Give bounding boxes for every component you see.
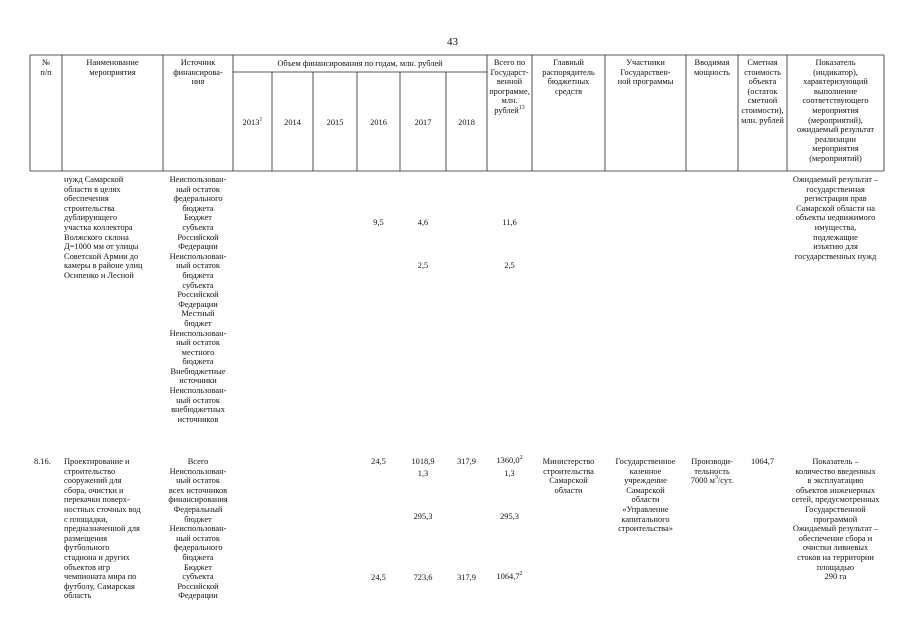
row-816-all-2018: 317,9: [457, 457, 476, 466]
header-manager: Главный распорядитель бюджетных средств: [542, 58, 595, 96]
row-816-participants: Государственное казенное учреждение Самарской области «Управление капитального строительства»: [615, 457, 676, 534]
row-cont-2017-b: 2,5: [417, 261, 429, 270]
header-capacity: Вводимая мощность: [693, 58, 730, 77]
row-cont-2016-a: 9,5: [373, 218, 384, 227]
row-816-reg-2016: 24,5: [371, 573, 386, 582]
row-816-fed-total: 295,3: [500, 512, 519, 521]
row-816-capacity: Производи- тельность 7000 $м^3$/сут.: [690, 457, 734, 486]
row-cont-2017-a: 4,6: [417, 218, 429, 227]
header-year-2013: 2013$^1$: [242, 117, 263, 127]
row-816-cost: 1064,7: [750, 457, 775, 466]
row-cont-source: Неиспользован- ный остаток федерального бюджета Бюджет субъекта Российской Федерации Неиспользован- ный остаток бюджета субъекта Российской Федерации Местный бюджет Неиспользован- ный остаток местного бюджета Внебюджетные источники Неиспользован- ный остаток внебюджетных источников: [169, 175, 227, 424]
row-816-rem-2017: 1,3: [417, 469, 429, 478]
row-cont-indicator: Ожидаемый результат – государственная регистрация прав Самарской области на объекты недвижимого имущества, подлежащие изъятию для государственных нужд: [792, 175, 879, 261]
header-indicator: Показатель (индикатор), характеризующий выполнение соответствующего мероприятия (мероприятий), ожидаемый результат реализации мероприятия (мероприятий): [796, 58, 874, 163]
row-816-all-2016: 24,5: [371, 457, 386, 466]
row-816-fed-2017: 295,3: [413, 512, 433, 521]
row-816-rem-total: 1,3: [504, 469, 515, 478]
header-participants: Участники Государствен- ной программы: [617, 58, 674, 87]
row-816-name: Проектирование и строительство сооружений для сбора, очистки и перекачки поверх- ностных сточных вод с площадки, предназначенной для размещения футбольного стадиона и других объектов игр чемпионата мира по футболу, Самарская область: [64, 457, 141, 601]
header-year-2017: 2017: [414, 118, 432, 127]
row-816-all-total: 1360,0$^2$: [496, 455, 523, 465]
row-816-all-2017: 1018,9: [411, 457, 435, 466]
header-funding-group: Объем финансирования по годам, млн. рублей: [277, 59, 443, 68]
header-year-2015: 2015: [326, 118, 344, 127]
header-cost: Сметная стоимость объекта (остаток сметной стоимости), млн. рублей: [741, 58, 784, 125]
header-total: Всего по Государст- венной программе, млн. рублей$^{13}$: [489, 58, 530, 115]
row-816-manager: Министерство строительства Самарской области: [542, 457, 595, 495]
row-816-reg-2018: 317,9: [457, 573, 476, 582]
row-816-num: 8.16.: [34, 457, 51, 466]
row-cont-total-a: 11,6: [502, 218, 517, 227]
row-cont-total-b: 2,5: [504, 261, 515, 270]
header-year-2016: 2016: [370, 118, 387, 127]
row-816-reg-2017: 723,6: [413, 573, 433, 582]
header-year-2014: 2014: [284, 118, 301, 127]
header-num: № п/п: [40, 58, 52, 77]
page-number: 43: [447, 36, 458, 48]
row-816-indicator: Показатель – количество введенных в эксплуатацию объектов инженерных сетей, предусмотренных Государственной программой Ожидаемый результат – обеспечение сбора и очистки ливневых стоков на территории площадью 290 га: [791, 457, 880, 582]
header-year-2018: 2018: [458, 118, 475, 127]
row-816-reg-total: 1064,7$^2$: [496, 571, 523, 581]
header-source: Источник финансирова- ния: [173, 58, 223, 87]
header-name: Наименование мероприятия: [86, 58, 139, 77]
row-816-source: Всего Неиспользован- ный остаток всех источников финансирования Федеральный бюджет Неиспользован- ный остаток федерального бюджета Бюджет субъекта Российской Федерации: [168, 457, 228, 601]
row-cont-name: нужд Самарской области в целях обеспечения строительства дублирующего участка коллектора Волжского склона Д=1000 мм от улицы Советской Армии до камеры в районе улиц Осипенко и Лесной: [64, 175, 143, 280]
